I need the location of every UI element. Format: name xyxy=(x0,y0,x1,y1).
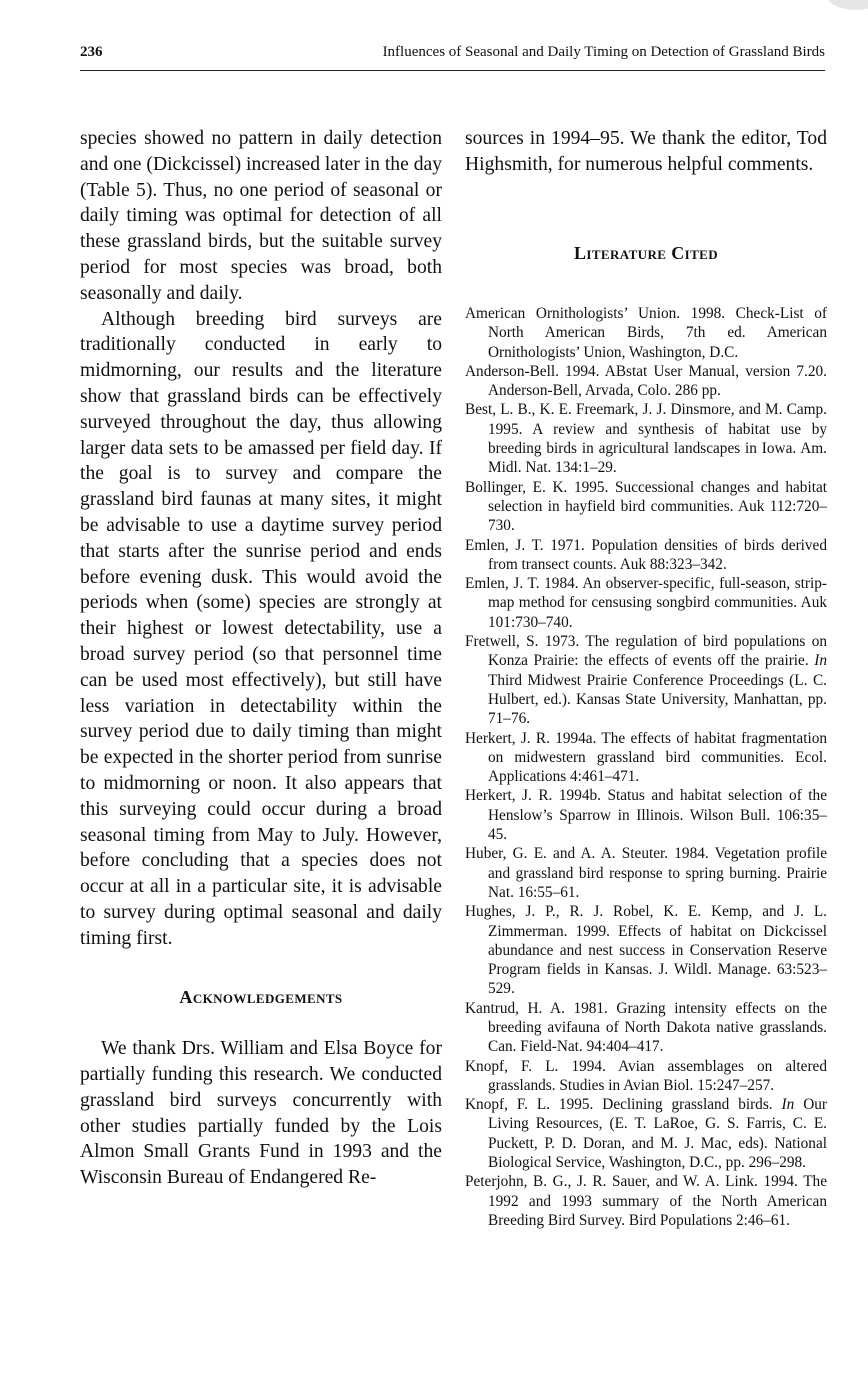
reference-item: Emlen, J. T. 1971. Population densities of birds derived from transect counts. Auk 88:323–342. xyxy=(465,536,827,573)
reference-item: Herkert, J. R. 1994a. The effects of habitat fragmentation on midwestern grassland bird communities. Ecol. Applications 4:461–471. xyxy=(465,729,827,786)
discussion-paragraph-2: Although breeding bird surveys are traditionally conducted in early to midmorning, our results and the literature show that grassland birds can be effectively surveyed throughout the day, thus allowing larger data sets to be amassed per field day. If the goal is to survey and compare the grassland bird faunas at many sites, it might be advisable to use a daytime survey period that starts after the sunrise period and ends before evening dusk. This would avoid the periods when (some) species are strongly at their highest or lowest detectability, use a broad survey period (so that personnel time can be used most effectively), but still have less variation in detectability within the survey period due to daily timing than might be expected in the shorter period from sunrise to midmorning or noon. It also appears that this surveying could occur during a broad seasonal timing from May to July. However, before concluding that a species does not occur at all in a particular site, it is advisable to survey during optimal seasonal and daily timing first. xyxy=(80,308,442,949)
reference-item: Huber, G. E. and A. A. Steuter. 1984. Vegetation profile and grassland bird response to spring burning. Prairie Nat. 16:55–61. xyxy=(465,845,827,901)
reference-list xyxy=(465,304,827,1230)
reference-item: Fretwell, S. 1973. The regulation of bird populations on Konza Prairie: the effects of events off the prairie. In Third Midwest Prairie Conference Proceedings (L. C. Hulbert, ed.). Kansas State University, Manhattan, pp. 71–76. xyxy=(465,633,827,728)
right-column xyxy=(465,126,827,1229)
acknowledgements-continued: sources in 1994–95. We thank the editor, Tod Highsmith, for numerous helpful comments. xyxy=(465,128,827,175)
reference-item: Knopf, F. L. 1995. Declining grassland birds. In Our Living Resources, (E. T. LaRoe, G. S. Farris, C. E. Puckett, P. D. Doran, and M. J. Mac, eds). National Biological Service, Washington, D.C., pp. 296–298. xyxy=(465,1096,827,1172)
reference-item: Kantrud, H. A. 1981. Grazing intensity effects on the breeding avifauna of North Dakota native grasslands. Can. Field-Nat. 94:404–417. xyxy=(465,999,827,1056)
reference-item: American Ornithologists’ Union. 1998. Check-List of North American Birds, 7th ed. American Ornithologists’ Union, Washington, D.C. xyxy=(465,305,827,361)
reference-item: Best, L. B., K. E. Freemark, J. J. Dinsmore, and M. Camp. 1995. A review and synthesis of habitat use by breeding birds in agricultural landscapes in Iowa. Am. Midl. Nat. 134:1–29. xyxy=(465,401,827,477)
reference-item: Anderson-Bell. 1994. ABstat User Manual, version 7.20. Anderson-Bell, Arvada, Colo. 286 pp. xyxy=(465,362,827,400)
reference-item: Herkert, J. R. 1994b. Status and habitat selection of the Henslow’s Sparrow in Illinois. Wilson Bull. 106:35–45. xyxy=(465,787,827,844)
reference-item: Peterjohn, B. G., J. R. Sauer, and W. A. Link. 1994. The 1992 and 1993 summary of the North American Breeding Bird Survey. Bird Populations 2:46–61. xyxy=(465,1173,827,1229)
page-number: 236 xyxy=(80,44,103,60)
reference-item: Emlen, J. T. 1984. An observer-specific, full-season, strip-map method for censusing songbird communities. Auk 101:730–740. xyxy=(465,575,827,631)
running-header xyxy=(80,44,825,71)
literature-cited-heading: Literature Cited xyxy=(573,243,719,263)
left-column xyxy=(80,126,442,1191)
discussion-paragraph-1: species showed no pattern in daily detection and one (Dickcissel) increased later in the day (Table 5). Thus, no one period of seasonal or daily timing was optimal for detection of all these grassland birds, but the suitable survey period for most species was broad, both seasonally and daily. xyxy=(80,128,442,304)
reference-item: Hughes, J. P., R. J. Robel, K. E. Kemp, and J. L. Zimmerman. 1999. Effects of habitat on Dickcissel abundance and nest success in Conservation Reserve Program fields in Kansas. J. Wildl. Manage. 63:523–529. xyxy=(465,903,827,998)
reference-item: Bollinger, E. K. 1995. Successional changes and habitat selection in hayfield bird communities. Auk 112:720–730. xyxy=(465,478,827,535)
running-title: Influences of Seasonal and Daily Timing on Detection of Grassland Birds xyxy=(382,44,825,60)
reference-item: Knopf, F. L. 1994. Avian assemblages on altered grasslands. Studies in Avian Biol. 15:247–257. xyxy=(465,1057,827,1094)
page-corner-shadow xyxy=(826,0,868,10)
acknowledgements-heading: Acknowledgements xyxy=(179,986,343,1007)
acknowledgements-paragraph: We thank Drs. William and Elsa Boyce for partially funding this research. We conducted grassland bird surveys concurrently with other studies partially funded by the Lois Almon Small Grants Fund in 1993 and the Wisconsin Bureau of Endangered Re- xyxy=(80,1038,442,1189)
